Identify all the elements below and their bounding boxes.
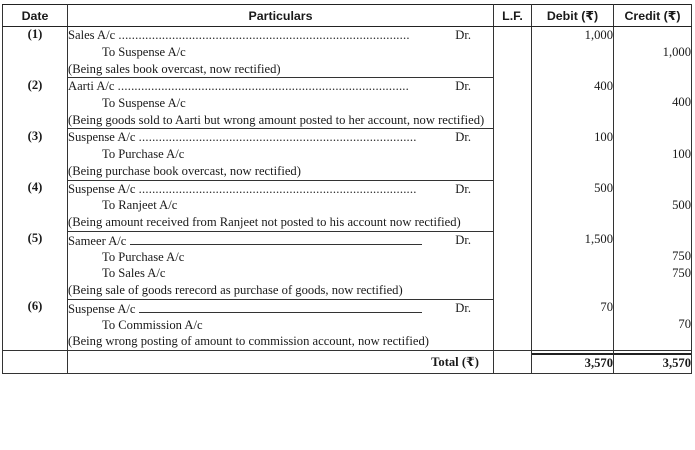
total-row	[3, 350, 692, 373]
credit-amount: 750	[672, 249, 691, 264]
credit-account: To Ranjeet A/c	[102, 198, 178, 213]
dr-label: Dr.	[455, 130, 471, 145]
debit-account: Sales A/c	[68, 28, 116, 42]
entry-lf	[494, 27, 532, 78]
dr-label: Dr.	[455, 181, 471, 196]
entry-date: (3)	[3, 129, 68, 180]
journal-entry-6	[3, 299, 692, 350]
journal-entry-5	[3, 231, 692, 299]
credit-amount: 750	[672, 265, 691, 280]
header-debit: Debit (₹)	[532, 5, 614, 27]
total-debit: 3,570	[532, 353, 613, 371]
credit-account: To Sales A/c	[102, 266, 166, 281]
entry-date: (1)	[3, 27, 68, 78]
entry-date: (5)	[3, 231, 68, 299]
credit-account: To Purchase A/c	[102, 147, 185, 162]
total-credit: 3,570	[614, 353, 691, 371]
dr-label: Dr.	[455, 300, 471, 315]
dr-label: Dr.	[455, 79, 471, 94]
entry-particulars: Suspense A/c ................................................................................... Dr. To Ranjeet A/c (Being amount received from Ranjeet not posted to his account now rectified)	[68, 180, 494, 231]
narration: (Being goods sold to Aarti but wrong amount posted to her account, now rectified)	[68, 112, 485, 127]
entry-date: (2)	[3, 78, 68, 129]
entry-lf	[494, 231, 532, 299]
credit-account: To Purchase A/c	[102, 249, 185, 264]
credit-account: To Suspense A/c	[102, 44, 186, 59]
narration: (Being amount received from Ranjeet not posted to his account now rectified)	[68, 215, 461, 230]
debit-amount: 500	[594, 181, 613, 196]
entry-lf	[494, 299, 532, 350]
narration: (Being wrong posting of amount to commission account, now rectified)	[68, 334, 429, 349]
journal-entry-2	[3, 78, 692, 129]
debit-amount: 70	[600, 300, 613, 315]
credit-account: To Commission A/c	[102, 317, 203, 332]
debit-amount: 1,500	[584, 232, 613, 247]
journal-entry-4	[3, 180, 692, 231]
entry-lf	[494, 180, 532, 231]
credit-amount: 1,000	[662, 44, 691, 59]
credit-amount: 400	[672, 95, 691, 110]
header-date: Date	[3, 5, 68, 27]
entry-date: (4)	[3, 180, 68, 231]
credit-amount: 500	[672, 197, 691, 212]
debit-account: Suspense A/c	[68, 181, 136, 196]
header-credit: Credit (₹)	[614, 5, 692, 27]
total-label: Total (₹)	[68, 350, 494, 373]
entry-lf	[494, 78, 532, 129]
entry-particulars	[68, 299, 494, 350]
journal-table	[2, 4, 692, 374]
entry-date: (6)	[3, 299, 68, 350]
entry-lf	[494, 129, 532, 180]
entry-particulars: Suspense A/c ................................................................................... Dr. To Purchase A/c (Being purchase book overcast, now rectified)	[68, 129, 494, 180]
credit-amount: 100	[672, 146, 691, 161]
header-row	[3, 5, 692, 27]
debit-account: Sameer A/c	[68, 233, 127, 248]
dr-label: Dr.	[455, 28, 471, 42]
narration: (Being purchase book overcast, now rectified)	[68, 163, 301, 178]
narration: (Being sales book overcast, now rectified)	[68, 61, 281, 76]
entry-particulars	[68, 231, 494, 299]
entry-particulars: Sales A/c ....................................................................................... Dr. To Suspense A/c (Being sales book overcast, now rectified)	[68, 27, 494, 78]
entry-particulars: Aarti A/c ....................................................................................... Dr. To Suspense A/c (Being goods sold to Aarti but wrong amount posted to her account, now rectified)	[68, 78, 494, 129]
header-particulars: Particulars	[68, 5, 494, 27]
dr-label: Dr.	[455, 232, 471, 247]
debit-amount: 100	[594, 129, 613, 144]
debit-account: Suspense A/c	[68, 130, 136, 145]
debit-amount: 1,000	[584, 28, 613, 42]
journal-entry-3	[3, 129, 692, 180]
debit-account: Aarti A/c	[68, 79, 115, 94]
credit-account: To Suspense A/c	[102, 95, 186, 110]
credit-amount: 70	[678, 317, 691, 332]
debit-account: Suspense A/c	[68, 301, 136, 316]
journal-entry-1	[3, 27, 692, 78]
debit-amount: 400	[594, 78, 613, 93]
header-lf: L.F.	[494, 5, 532, 27]
narration: (Being sale of goods rerecord as purchase of goods, now rectified)	[68, 283, 403, 298]
